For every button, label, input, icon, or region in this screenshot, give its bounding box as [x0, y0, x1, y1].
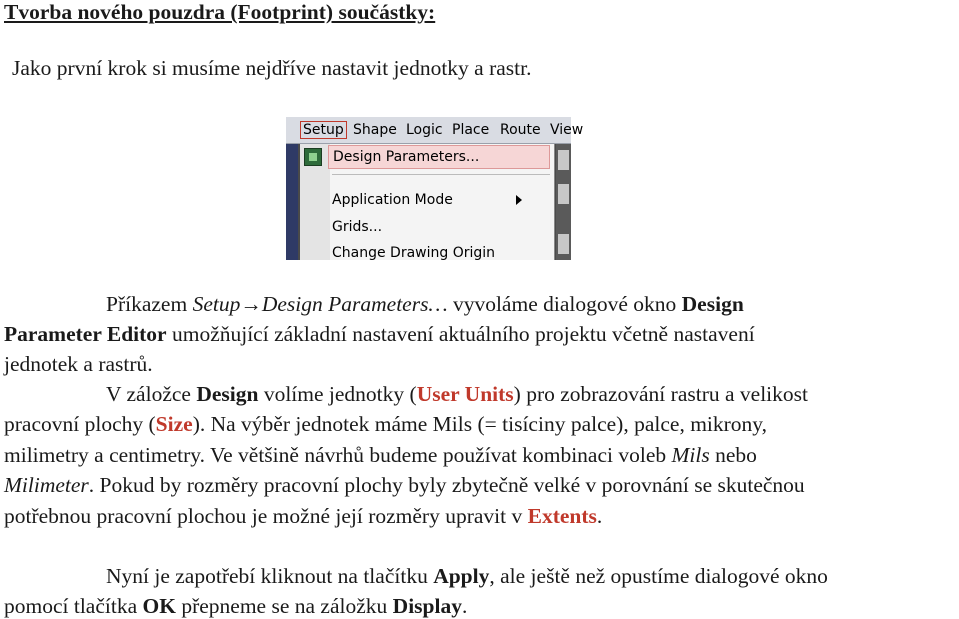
menu-route[interactable]: Route	[500, 122, 541, 138]
menu-item-design-parameters[interactable]: Design Parameters...	[328, 145, 550, 169]
menu-view[interactable]: View	[550, 122, 584, 138]
menu-shape[interactable]: Shape	[353, 122, 397, 138]
menu-place[interactable]: Place	[452, 122, 490, 138]
menu-item-grids[interactable]: Grids...	[332, 219, 383, 235]
para2-line1: V záložce Design volíme jednotky (User Units) pro zobrazování rastru a velikost	[106, 382, 808, 406]
para2-line4: Milimeter. Pokud by rozměry pracovní plochy byly zbytečně velké v porovnání se skutečnou	[4, 473, 805, 497]
page-heading: Tvorba nového pouzdra (Footprint) součástky:	[4, 0, 436, 24]
para2-line3: milimetry a centimetry. Ve většině návrhů budeme používat kombinaci voleb Mils nebo	[4, 443, 757, 467]
menu-separator	[332, 174, 550, 175]
para3-line2: pomocí tlačítka OK přepneme se na záložku Display.	[4, 594, 468, 618]
menu-item-application-mode[interactable]: Application Mode	[332, 192, 453, 208]
para2-line5: potřebnou pracovní plochou je možné její rozměry upravit v Extents.	[4, 504, 603, 528]
para3-line1: Nyní je zapotřebí kliknout na tlačítku Apply, ale ještě než opustíme dialogové okno	[106, 564, 828, 588]
submenu-arrow-icon	[516, 195, 522, 205]
para2-line2: pracovní plochy (Size). Na výběr jednotek máme Mils (= tisíciny palce), palce, mikrony,	[4, 412, 768, 436]
intro-text: Jako první krok si musíme nejdříve nastavit jednotky a rastr.	[12, 56, 532, 80]
menu-item-change-drawing-origin[interactable]: Change Drawing Origin	[332, 245, 496, 261]
toolbar-strip	[286, 144, 298, 260]
design-parameters-icon	[304, 148, 322, 166]
para1-line2: Parameter Editor umožňující základní nastavení aktuálního projektu včetně nastavení	[4, 322, 755, 346]
menu-logic[interactable]: Logic	[406, 122, 443, 138]
menu-bar	[286, 117, 584, 144]
para1-line1: Příkazem Setup→Design Parameters… vyvoláme dialogové okno Design	[106, 292, 744, 316]
setup-menu-screenshot	[286, 117, 584, 261]
para1-line3: jednotek a rastrů.	[4, 352, 153, 376]
setup-dropdown	[300, 144, 555, 260]
dropdown-icon-gutter	[300, 144, 330, 260]
menu-setup[interactable]: Setup	[300, 121, 347, 139]
side-panel-strip	[556, 144, 571, 260]
